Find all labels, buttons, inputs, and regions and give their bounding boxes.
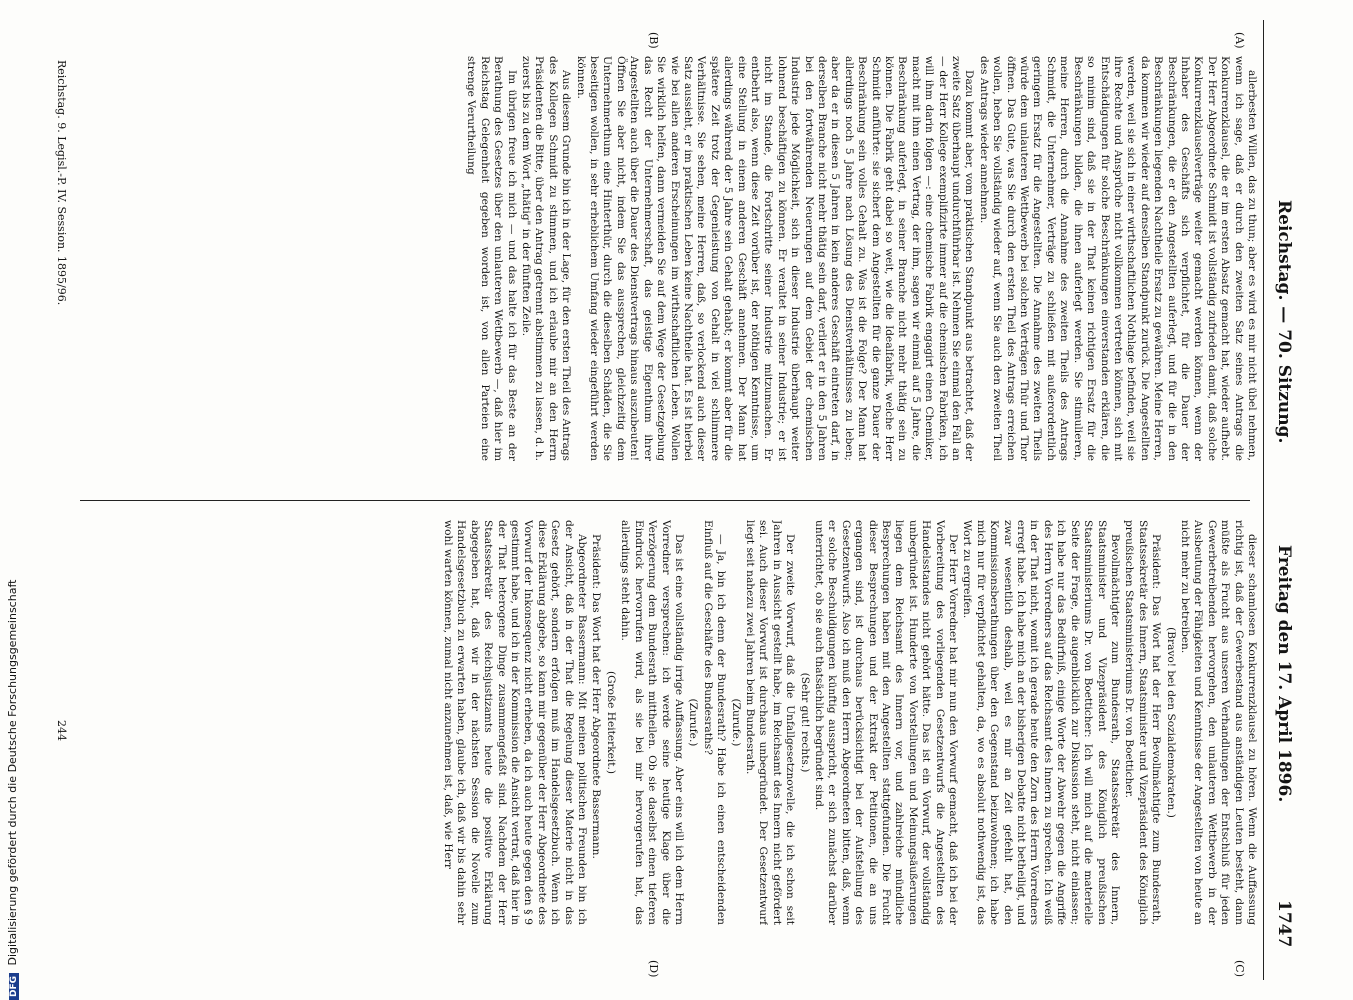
page-header [1270,20,1294,980]
paragraph: Das ist eine vollständig irrige Auffassung. Aber eins will ich dem Herrn Vorredner versprechen: ich werde seine heutige Klage über die Verzögerung dem Bundesrath mittheilen. Ob sie daselbst einen tieferen Eindruck hervorrufen wird, als sie bei mir hervorgerufen hat, das allerdings steht dahin. [619,520,685,925]
paragraph: — Ja, bin ich denn der Bundesrath? Habe ich einen entscheidenden Einfluß auf die Geschäfte des Bundesraths? [701,520,728,925]
paragraph: Abgeordneter Bassermann: Mit meinen politischen Freunden bin ich der Ansicht, daß in der That die Regelung dieser Materie nicht in das Gesetz gehört, sondern erfolgen muß im Handelsgesetzbuch. Wenn ich diese Erklärung abgebe, so kann mir gegenüber der Herr Abgeordnete des Vorwurf der Inkonsequenz nicht erheben, da ich auch heute gegen den § 9 gestimmt habe, und ich in der Kommission die Ansicht vertrat, daß hier in der That heterogene Dinge zusammengefaßt sind. Nachdem der Herr Staatssekretär des Reichsjustizamts heute die positive Erklärung abgegeben hat, daß wir in der nächsten Session die Novelle zum Handelsgesetzbuch zu erwarten haben, glaube ich, daß wir bis dahin sehr wohl warten können, zumal nicht anzunehmen ist, daß, wie Herr [442,520,589,925]
margin-marker-d: (D) [647,960,660,978]
footer-signature: Reichstag. 9. Legisl.-P. IV. Session. 1895/96. [55,60,68,306]
side-credit [6,580,19,1000]
paragraph: Bevollmächtigter zum Bundesrath, Staatssekretär des Innern, Staatsminister und Vizepräsident des Königlich preußischen Staatsministeriums Dr. von Boetticher: Ich will mich auf die materielle Seite der Frage, die augenblicklich zur Diskussion steht, nicht einlassen; ich habe nur das Bedürfniß, einige Worte der Abwehr gegen die Angriffe des Herrn Vorredners auf das Reichsamt des Innern zu sprechen. Ich weiß in der That nicht, womit ich gerade heute den Zorn des Herrn Vorredners erregt habe. Ich habe mich an der bisherigen Debatte nicht betheiligt, und zwar wesentlich deshalb, weil es mir an Zeit gefehlt hat, den Kommissionsberathungen über den Gegenstand beizuwohnen; ich habe mich nur für verpflichtet gehalten, da, wo es absolut nothwendig ist, das Wort zu ergreifen. [961,520,1121,925]
stage-direction: (Bravo! bei den Sozialdemokraten.) [1164,627,1177,818]
paragraph: Präsident: Das Wort hat der Herr Bevollmächtigte zum Bundesrath, Staatssekretär des Innern, Staatsminister und Vizepräsident des Königlich preußischen Staatsministeriums Dr. von Boetticher. [1123,520,1163,925]
paragraph: dieser schamlosen Konkurrenzklausel zu hören. Wenn die Auffassung richtig ist, daß der Gewerbestand aus anständigen Leuten besteht, dann müßte als Frucht aus unseren Verhandlungen der Entschluß für jeden Gewerbetreibenden hervorgehen, den unlauteren Wettbewerb in der Ausbeutung der Fähigkeiten und Kenntnisse der Angestellten von heute an nicht mehr zu betreiben. [1178,520,1258,925]
column-divider [80,500,1250,501]
left-column [88,56,1258,461]
header-rule [1263,20,1264,980]
right-column [88,520,1258,925]
header-right: Freitag den 17. April 1896. [1274,545,1294,803]
paragraph: Der Herr Vorredner hat mir nun den Vorwurf gemacht, daß ich bei der Vorbereitung des vorliegenden Gesetzentwurfs die Angestellten des Handelsstandes nicht gehört hätte. Das ist ein Vorwurf, der vollständig unbegründet ist. Hunderte von Vorstellungen und Meinungsäußerungen liegen dem Reichsamt des Innern vor, und zahlreiche mündliche Besprechungen haben mit den Angestellten stattgefunden. Die Frucht dieser Besprechungen und der Extrakt der Petitionen, die an uns ergangen sind, ist durchaus berücksichtigt bei der Aufstellung des Gesetzentwurfs. Also ich muß den Herrn Abgeordneten bitten, daß, wenn er solche Beschuldigungen künftig ausspricht, er sich zunächst darüber unterrichtet, ob sie auch thatsächlich begründet sind. [813,520,960,925]
paragraph: Der zweite Vorwurf, daß die Unfallgesetznovelle, die ich schon seit Jahren in Aussicht gestellt habe, im Reichsamt des Innern nicht gefördert sei. Auch dieser Vorwurf ist durchaus unbegründet. Der Gesetzentwurf liegt seit nahezu zwei Jahren beim Bundesrath. [743,520,797,925]
margin-marker-a: (A) [1233,32,1246,49]
paragraph: Aus diesem Grunde bin ich in der Lage, für den ersten Theil des Antrags des Kollegen Schmidt zu stimmen, und ich erlaube mir an den Herrn Präsidenten die Bitte, über den Antrag getrennt abstimmen zu lassen, d. h. zuerst bis zu dem Wort „thätig" in der fünften Zeile. [520,56,573,461]
side-credit-text: Digitalisierung gefördert durch die Deutsche Forschungsgemeinschaft [6,579,19,966]
footer-page-number: 244 [55,720,68,741]
paragraph: allerbesten Willen, das zu thun; aber es wird es mir nicht übel nehmen, wenn ich sage, daß er durch den zweiten Satz seines Antrags die Konkurrenzklausel, die er im ersten Absatz gemacht hat, wieder aufhebt. Der Herr Abgeordnete Schmidt ist vollständig zufrieden damit, daß solche Konkurrenzklauselverträge weiter gemacht werden können, wenn der Inhaber des Geschäfts sich verpflichtet, für die Dauer der Beschränkungen, die er den Angestellten auferlegt, und für die in den Beschränkungen liegenden Nachtheile Ersatz zu gewähren. Meine Herren, da kommen wir wieder auf denselben Standpunkt zurück. Die Angestellten werden, weil sie sich in einer wirthschaftlichen Nothlage befinden, weil sie ihre Rechte und Ansprüche nicht vollkommen vertreten können, sich mit Entschädigungen für solche Beschränkungen einverstanden erklären, die so minim sind, daß sie in der That keinen richtigen Ersatz für die Beschränkungen bilden, die ihnen auferlegt werden. Sie stimulieren, meine Herren, durch die Annahme des zweiten Theils des Antrags Schmidt, die Unternehmer, Verträge zu schließen mit außerordentlich geringem Ersatz für die Angestellten. Die Annahme des zweiten Theils würde dem unlauteren Wettbewerb bei solchen Verträgen Thür und Thor öffnen. Das Gute, was Sie durch den ersten Theil des Antrags erreichen wollen, heben Sie vollständig wieder auf, wenn Sie auch den zweiten Theil des Antrags wieder annehmen. [977,56,1258,461]
paragraph: Präsident: Das Wort hat der Herr Abgeordnete Bassermann. [590,534,603,859]
stage-direction: (Zurufe.) [729,698,742,747]
dfg-logo: DFG [9,973,19,1000]
paragraph: Im übrigen freue ich mich — und das halte ich für das Beste an der Berathung des Gesetzes über den unlauteren Wettbewerb —, daß hier im Reichstag Gelegenheit gegeben worden ist, von allen Parteien eine strenge Verurtheilung [465,56,518,461]
stage-direction: (Sehr gut! rechts.) [798,672,811,773]
rotated-page [40,0,1300,1000]
header-left: Reichstag. — 70. Sitzung. [1274,200,1294,444]
paragraph: Dazu kommt aber, vom praktischen Standpunkt aus betrachtet, daß der zweite Satz überhaupt undurchführbar ist. Nehmen Sie einmal den Fall an — der Herr Kollege exemplifizirte immer auf die chemischen Fabriken, ich will ihm darin folgen —: eine chemische Fabrik engagirt einen Chemiker, macht mit ihm einen Vertrag, der ihm, sagen wir einmal auf 5 Jahre, die Beschränkung auferlegt, in seiner Branche nicht mehr thätig sein zu können. Die Fabrik geht dabei so weit, wie die Idealfabrik, welche Herr Schmidt anführte: sie sichert dem Angestellten für die ganze Dauer der Beschränkung sein volles Gehalt zu. Was ist die Folge? Der Mann hat allerdings noch 5 Jahre nach Lösung des Dienstverhältnisses zu leben; aber da er in diesen 5 Jahren in kein anderes Geschäft eintreten darf, in derselben Branche nicht mehr thätig sein darf, verliert er in den 5 Jahren bei den fortwährenden Neuerungen auf dem Gebiet der chemischen Industrie jede Möglichkeit, sich in dieser Industrie überhaupt weiter lohnend beschäftigen zu können. Er veraltet in seiner Industrie; er ist nicht im Stande, die Fortschritte seiner Industrie mitzumachen. Er entbehrt also, wenn diese Zeit vorüber ist, der nöthigen Kenntnisse, um eine Stellung in einem anderen Geschäft annehmen. Der Mann hat allerdings während der 5 Jahre sein Gehalt gehabt; er kommt aber für die spätere Zeit trotz der Gegenleistung von Gehalt in viel schlimmere Verhältnisse. Sie sehen, meine Herren, daß, so verlockend auch dieser Satz aussieht, er im praktischen Leben keine Nachtheile hat. Es ist hierbei wie bei allen anderen Erscheinungen im wirthschaftlichen Leben. Wollen Sie wirklich helfen, dann vermeiden Sie auf dem Wege der Gesetzgebung das Recht der Unternehmerschaft, das geistige Eigenthum ihrer Angestellten auch über die Dauer des Dienstvertrags hinaus auszubeuten! Öffnen Sie aber nicht, indem Sie das aussprechen, gleichzeitig dem Unternehmerthum eine Hinterthür, durch die dieselben Schäden, die Sie beseitigen wollen, in sehr erheblichem Umfang wieder eingeführt werden können. [574,56,976,461]
margin-marker-c: (C) [1233,960,1246,977]
stage-direction: (Zurufe.) [687,698,700,747]
margin-marker-b: (B) [647,32,660,49]
page-number: 1747 [1274,900,1294,948]
stage-direction: (Große Heiterkeit.) [604,670,617,775]
